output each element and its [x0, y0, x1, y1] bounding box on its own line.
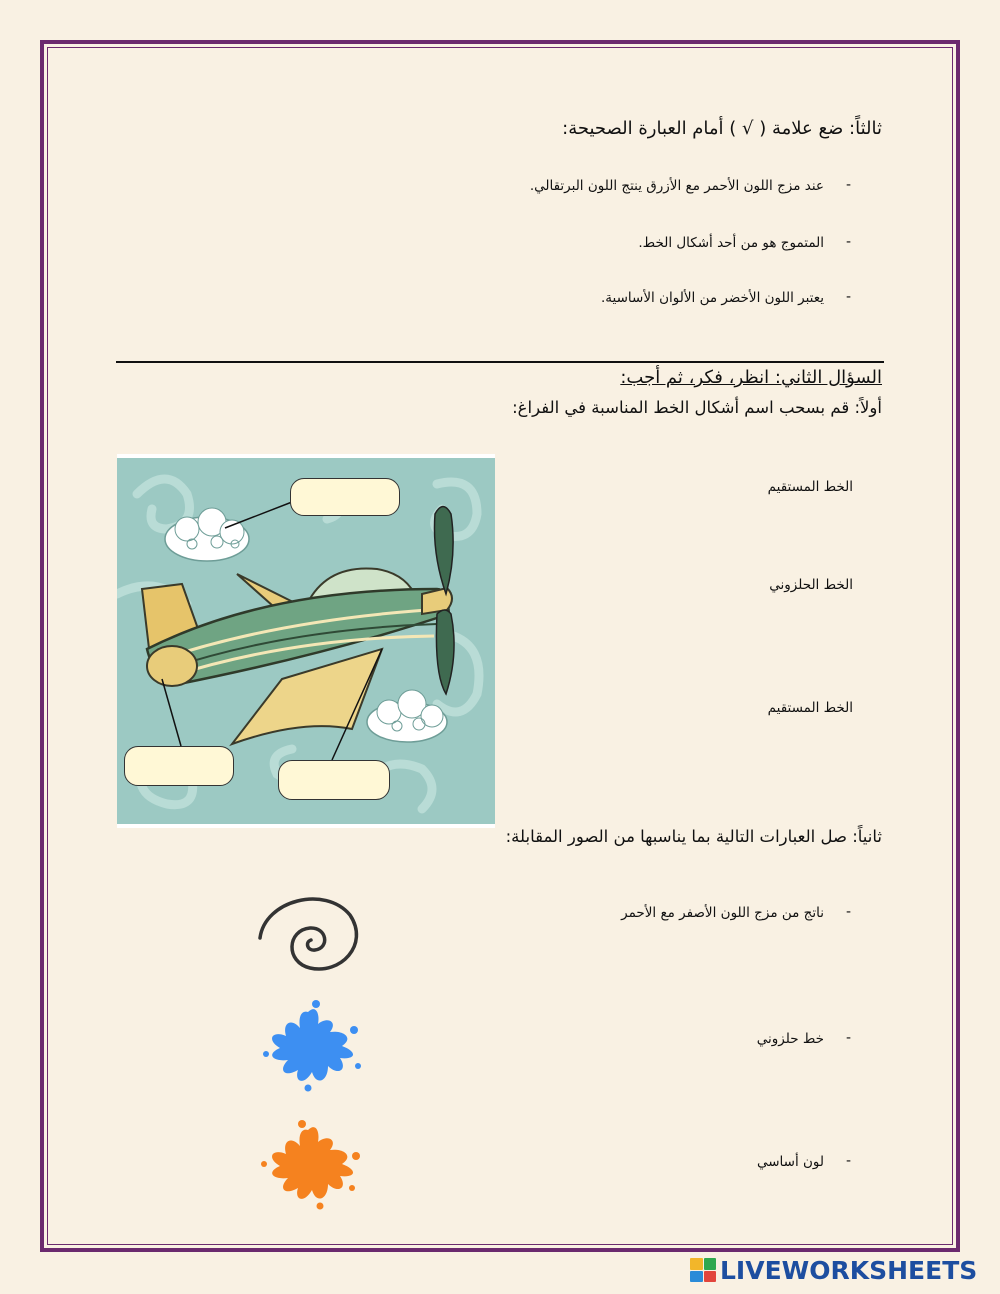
bullet-dash: - — [846, 177, 852, 193]
drag-option-2[interactable]: الخط الحلزوني — [769, 577, 853, 593]
drop-zone-bottom-right[interactable] — [278, 760, 390, 800]
drag-option-1[interactable]: الخط المستقيم — [767, 479, 853, 495]
bullet-dash: - — [846, 1153, 852, 1169]
spiral-icon[interactable] — [255, 890, 365, 980]
statement-2[interactable]: المتموج هو من أحد أشكال الخط. — [638, 235, 824, 251]
bullet-dash: - — [846, 904, 852, 920]
part1-heading: أولاً: قم بسحب اسم أشكال الخط المناسبة في الفراغ: — [512, 398, 882, 417]
statement-3[interactable]: يعتبر اللون الأخضر من الألوان الأساسية. — [601, 290, 824, 306]
brand-name: LIVEWORKSHEETS — [720, 1255, 978, 1285]
section-divider — [116, 361, 884, 363]
match-statement-1[interactable]: ناتج من مزج اللون الأصفر مع الأحمر — [621, 905, 824, 921]
brand-logo-icon — [690, 1258, 716, 1282]
drop-zone-top[interactable] — [290, 478, 400, 516]
part2-heading: ثانياً: صل العبارات التالية بما يناسبها من الصور المقابلة: — [505, 827, 882, 846]
match-statement-2[interactable]: خط حلزوني — [756, 1031, 824, 1047]
blue-paint-splash-icon[interactable] — [258, 1000, 364, 1092]
section3-heading: ثالثاً: ضع علامة ( √ ) أمام العبارة الصحيحة: — [562, 118, 882, 139]
orange-paint-splash-icon[interactable] — [258, 1118, 364, 1210]
brand-logo — [690, 1254, 977, 1286]
question2-title: السؤال الثاني: انظر، فكر، ثم أجب: — [620, 367, 882, 388]
bullet-dash: - — [846, 289, 852, 305]
drag-option-3[interactable]: الخط المستقيم — [767, 700, 853, 716]
bullet-dash: - — [846, 1030, 852, 1046]
bullet-dash: - — [846, 234, 852, 250]
statement-1[interactable]: عند مزج اللون الأحمر مع الأزرق ينتج اللون البرتقالي. — [529, 178, 824, 194]
drop-zone-bottom-left[interactable] — [124, 746, 234, 786]
match-statement-3[interactable]: لون أساسي — [756, 1154, 824, 1170]
